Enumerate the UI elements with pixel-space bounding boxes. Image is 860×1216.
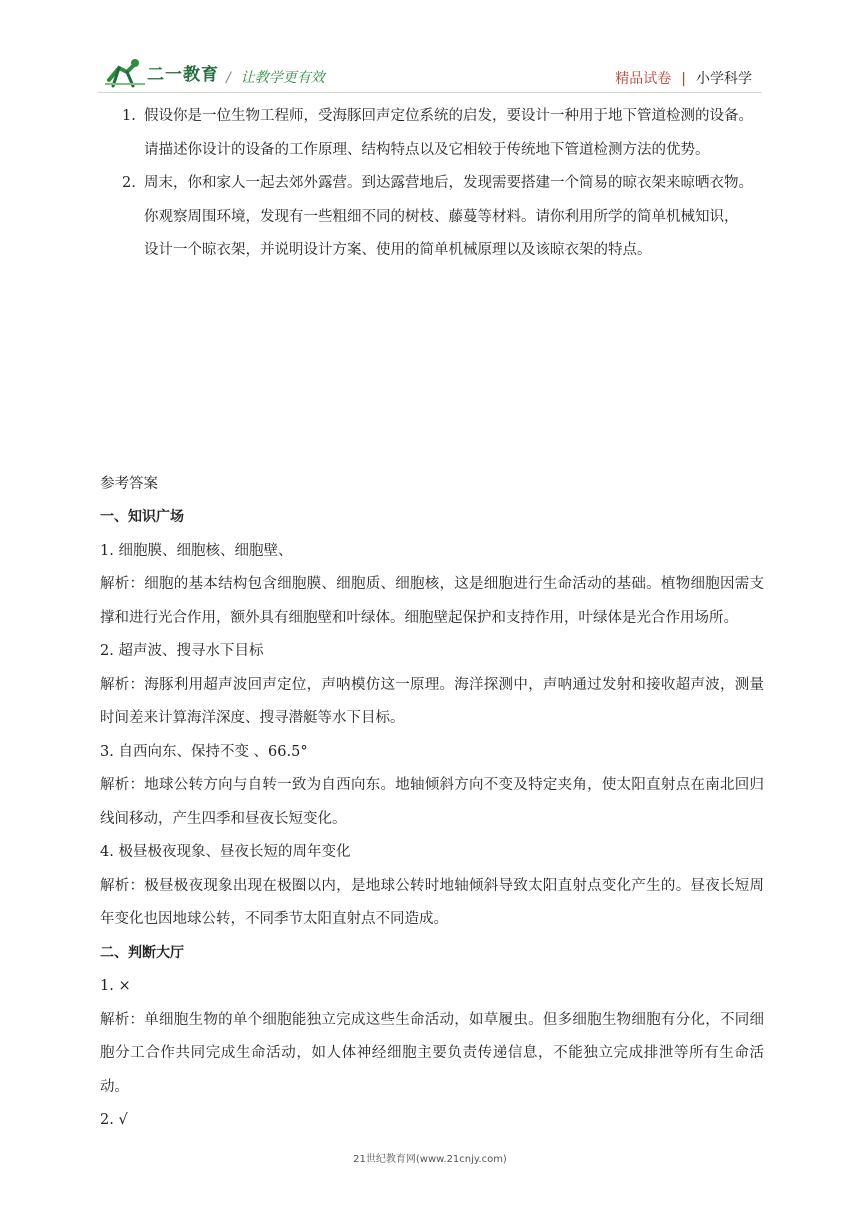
question-line: 你观察周围环境，发现有一些粗细不同的树枝、藤蔓等材料。请你利用所学的简单机械知识，	[144, 208, 739, 225]
header-tags	[615, 68, 752, 88]
slogan-text: 让教学更有效	[240, 70, 325, 86]
answer-item: 4. 极昼极夜现象、昼夜长短的周年变化	[100, 844, 351, 860]
section-heading: 二、判断大厅	[100, 944, 184, 961]
answer-space	[100, 268, 764, 468]
question-1	[100, 100, 764, 167]
logo-text: 二一教育	[147, 65, 219, 85]
tag-separator: |	[681, 71, 686, 87]
answer-item: 2. √	[100, 1112, 128, 1128]
page-footer: 21世纪教育网(www.21cnjy.com)	[353, 1154, 507, 1165]
answer-item: 3. 自西向东、保持不变 、66.5°	[100, 743, 308, 760]
question-2	[100, 167, 764, 268]
question-number: 1.	[122, 108, 136, 124]
answer-explanation: 解析：极昼极夜现象出现在极圈以内，是地球公转时地轴倾斜导致太阳直射点变化产生的。昼夜长短周年变化也因地球公转，不同季节太阳直射点不同造成。	[100, 877, 764, 927]
question-line: 周末，你和家人一起去郊外露营。到达露营地后，发现需要搭建一个简易的晾衣架来晾晒衣物。	[144, 175, 753, 191]
answer-explanation: 解析：海豚利用超声波回声定位，声呐模仿这一原理。海洋探测中，声呐通过发射和接收超声波，测量时间差来计算海洋深度、搜寻潜艇等水下目标。	[100, 676, 764, 726]
slogan: / 让教学更有效	[226, 70, 325, 86]
tag-premium: 精品试卷	[615, 71, 672, 87]
answer-item: 1. 细胞膜、细胞核、细胞壁、	[100, 542, 293, 559]
answer-item: 2. 超声波、搜寻水下目标	[100, 643, 264, 659]
answer-explanation: 解析：细胞的基本结构包含细胞膜、细胞质、细胞核，这是细胞进行生命活动的基础。植物细胞因需支撑和进行光合作用，额外具有细胞壁和叶绿体。细胞壁起保护和支持作用，叶绿体是光合作用场所。	[100, 576, 764, 626]
header-divider	[98, 92, 762, 93]
tag-subject: 小学科学	[696, 71, 752, 87]
question-line: 假设你是一位生物工程师，受海豚回声定位系统的启发，要设计一种用于地下管道检测的设备。	[144, 108, 753, 124]
question-number: 2.	[122, 175, 136, 191]
question-line: 设计一个晾衣架，并说明设计方案、使用的简单机械原理以及该晾衣架的特点。	[144, 242, 652, 258]
answer-item: 1. ×	[100, 978, 131, 994]
section-heading: 一、知识广场	[100, 509, 184, 525]
answer-explanation: 解析：地球公转方向与自转一致为自西向东。地轴倾斜方向不变及特定夹角，使太阳直射点在南北回归线间移动，产生四季和昼夜长短变化。	[100, 777, 764, 827]
answer-explanation: 解析：单细胞生物的单个细胞能独立完成这些生命活动，如草履虫。但多细胞生物细胞有分化，不同细胞分工合作共同完成生命活动，如人体神经细胞主要负责传递信息，不能独立完成排泄等所有生命活动。	[100, 1011, 764, 1095]
page-content	[100, 100, 764, 1138]
question-line: 请描述你设计的设备的工作原理、结构特点以及它相较于传统地下管道检测方法的优势。	[144, 141, 710, 158]
page-header	[0, 0, 860, 100]
answers-title: 参考答案	[100, 475, 158, 492]
